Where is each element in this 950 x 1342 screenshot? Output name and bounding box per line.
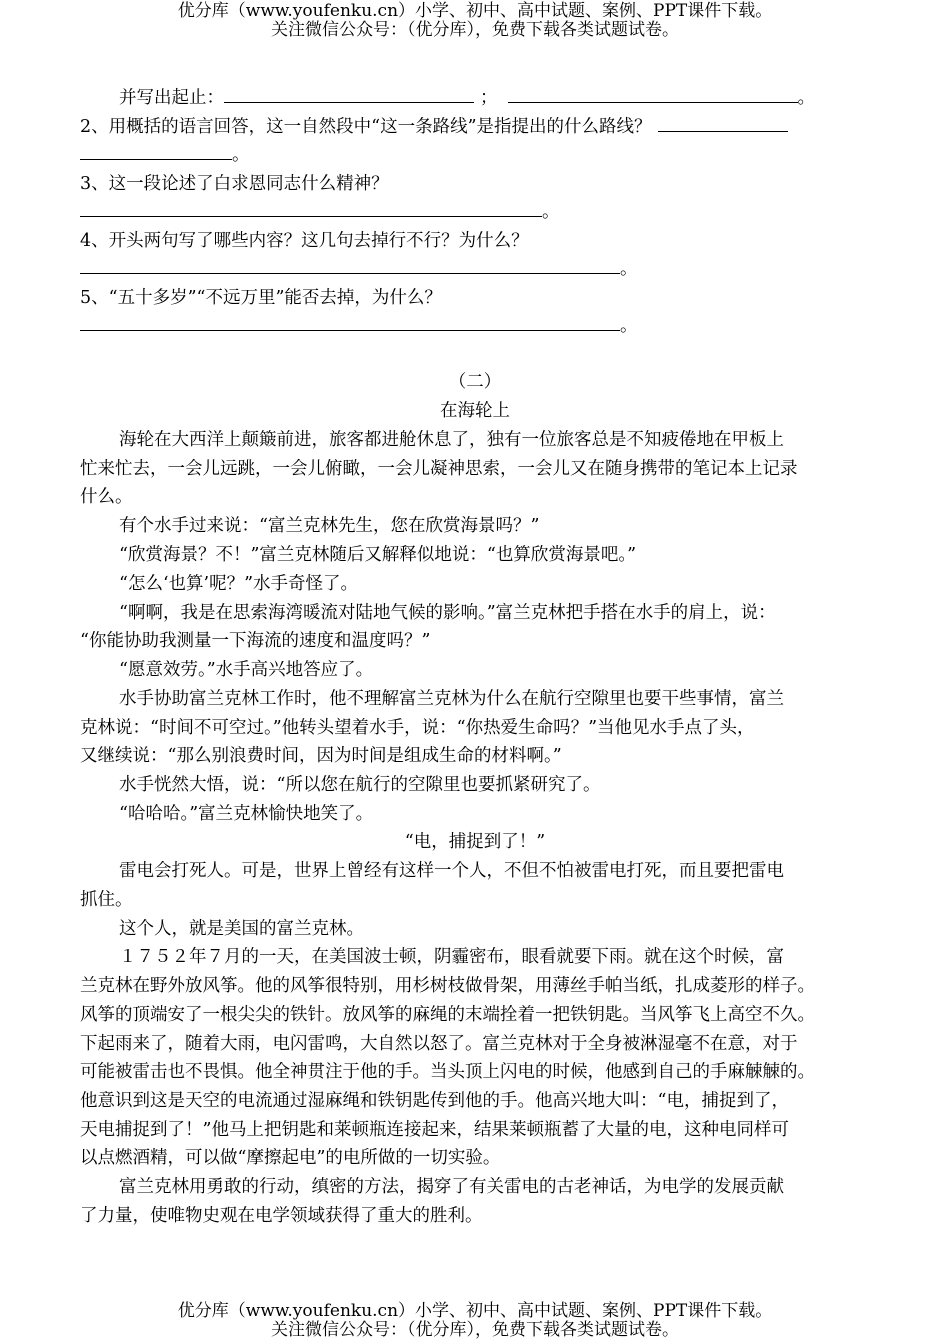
s2-line: 又继续说：“那么别浪费时间，因为时间是组成生命的材料啊。” [80,746,562,766]
header-line-2: 关注微信公众号：（优分库），免费下载各类试题试卷。 [271,20,679,40]
footer-line-2: 关注微信公众号：（优分库），免费下载各类试题试卷。 [271,1320,679,1340]
q3-blank[interactable] [80,203,542,217]
footer-line-1: 优分库（www.youfenku.cn）小学、初中、高中试题、案例、PPT课件下载。 [177,1301,773,1321]
question-4-answer [80,258,638,280]
s3-line: 可能被雷击也不畏惧。他全神贯注于他的手。当头顶上闪电的时候，他感到自己的手麻觫觫的。 [80,1062,815,1082]
q4-text: 4、开头两句写了哪些内容？这几句去掉行不行？为什么？ [80,231,529,251]
s3-line: 下起雨来了，随着大雨，电闪雷鸣，大自然以怒了。富兰克林对于全身被淋湿毫不在意，对于 [80,1034,798,1054]
s3-line: 了力量，使唯物史观在电学领域获得了重大的胜利。 [80,1206,483,1226]
question-1-answer-line [119,87,815,109]
q5-end: 。 [620,316,638,336]
q2-end: 。 [232,145,250,165]
q5-text: 5、“五十多岁”“不远万里”能否去掉，为什么？ [80,288,442,308]
q3-end: 。 [542,202,560,222]
page-footer [0,1302,950,1340]
q2-text: 2、用概括的语言回答，这一自然段中“这一条路线”是指提出的什么路线？ [80,117,652,137]
s3-line: 他意识到这是天空的电流通过湿麻绳和铁钥匙传到他的手。他高兴地大叫：“电，捕捉到了， [80,1091,789,1111]
q1-end: 。 [797,88,815,108]
question-2-cont [80,144,250,166]
s2-line: “欣赏海景？不！”富兰克林随后又解释似地说：“也算欣赏海景吧。” [119,545,637,565]
s2-line: 忙来忙去，一会儿远跳，一会儿俯瞰，一会儿凝神思索，一会儿又在随身携带的笔记本上记录 [80,459,798,479]
question-5-answer [80,315,638,337]
q4-blank[interactable] [80,260,620,274]
section-3-title: “电，捕捉到了！” [404,832,546,852]
q4-end: 。 [620,259,638,279]
q3-text: 3、这一段论述了白求恩同志什么精神？ [80,174,389,194]
question-3-answer [80,201,560,223]
q5-blank[interactable] [80,317,620,331]
s3-line: 以点燃酒精，可以做“摩擦起电”的电所做的一切实验。 [80,1148,501,1168]
q2-blank-a[interactable] [658,118,788,132]
s3-line: 抓住。 [80,890,133,910]
header-line-1: 优分库（www.youfenku.cn）小学、初中、高中试题、案例、PPT课件下载。 [177,1,773,21]
s2-line: 海轮在大西洋上颠簸前进，旅客都进舱休息了，独有一位旅客总是不知疲倦地在甲板上 [119,430,784,450]
question-3 [80,173,389,195]
s3-line: 风筝的顶端安了一根尖尖的铁针。放风筝的麻绳的末端拴着一把铁钥匙。当风筝飞上高空不久。 [80,1005,815,1025]
s3-line: 富兰克林用勇敢的行动，缜密的方法，揭穿了有关雷电的古老神话，为电学的发展贡献 [119,1177,784,1197]
question-5 [80,287,442,309]
question-2 [80,116,788,138]
s2-line: 什么。 [80,487,133,507]
s2-line: 水手协助富兰克林工作时，他不理解富兰克林为什么在航行空隙里也要干些事情，富兰 [119,689,784,709]
s3-line: 兰克林在野外放风筝。他的风筝很特别，用杉树枝做骨架，用薄丝手帕当纸，扎成菱形的样子。 [80,976,815,996]
s3-line: 雷电会打死人。可是，世界上曾经有这样一个人，不但不怕被雷电打死，而且要把雷电 [119,861,784,881]
q1-blank-start[interactable] [224,89,474,103]
s2-line: 克林说：“时间不可空过。”他转头望着水手，说：“你热爱生命吗？”当他见水手点了头， [80,718,755,738]
s3-line: 这个人，就是美国的富兰克林。 [119,919,364,939]
s2-line: “怎么‘也算’呢？”水手奇怪了。 [119,574,359,594]
section-2-label: （二） [448,372,502,392]
page-header [0,2,950,40]
s2-line: “哈哈哈。”富兰克林愉快地笑了。 [119,804,374,824]
question-4 [80,230,529,252]
s2-line: “你能协助我测量一下海流的速度和温度吗？” [80,631,431,651]
s2-line: 水手恍然大悟，说：“所以您在航行的空隙里也要抓紧研究了。 [119,775,601,795]
q1-separator: ； [480,88,498,108]
section-2-title: 在海轮上 [440,401,510,421]
s2-line: “愿意效劳。”水手高兴地答应了。 [119,660,374,680]
q1-blank-end[interactable] [508,89,798,103]
s3-line: 天电捕捉到了！”他马上把钥匙和莱顿瓶连接起来，结果莱顿瓶蓄了大量的电，这种电同样可 [80,1120,789,1140]
s2-line: “啊啊，我是在思索海湾暖流对陆地气候的影响。”富兰克林把手搭在水手的肩上，说： [119,603,776,623]
s3-line: １７５２年７月的一天，在美国波士顿，阴霾密布，眼看就要下雨。就在这个时候，富 [119,947,784,967]
s2-line: 有个水手过来说：“富兰克林先生，您在欣赏海景吗？” [119,516,540,536]
q1-prefix: 并写出起止： [119,88,224,108]
q2-blank-b[interactable] [80,146,232,160]
